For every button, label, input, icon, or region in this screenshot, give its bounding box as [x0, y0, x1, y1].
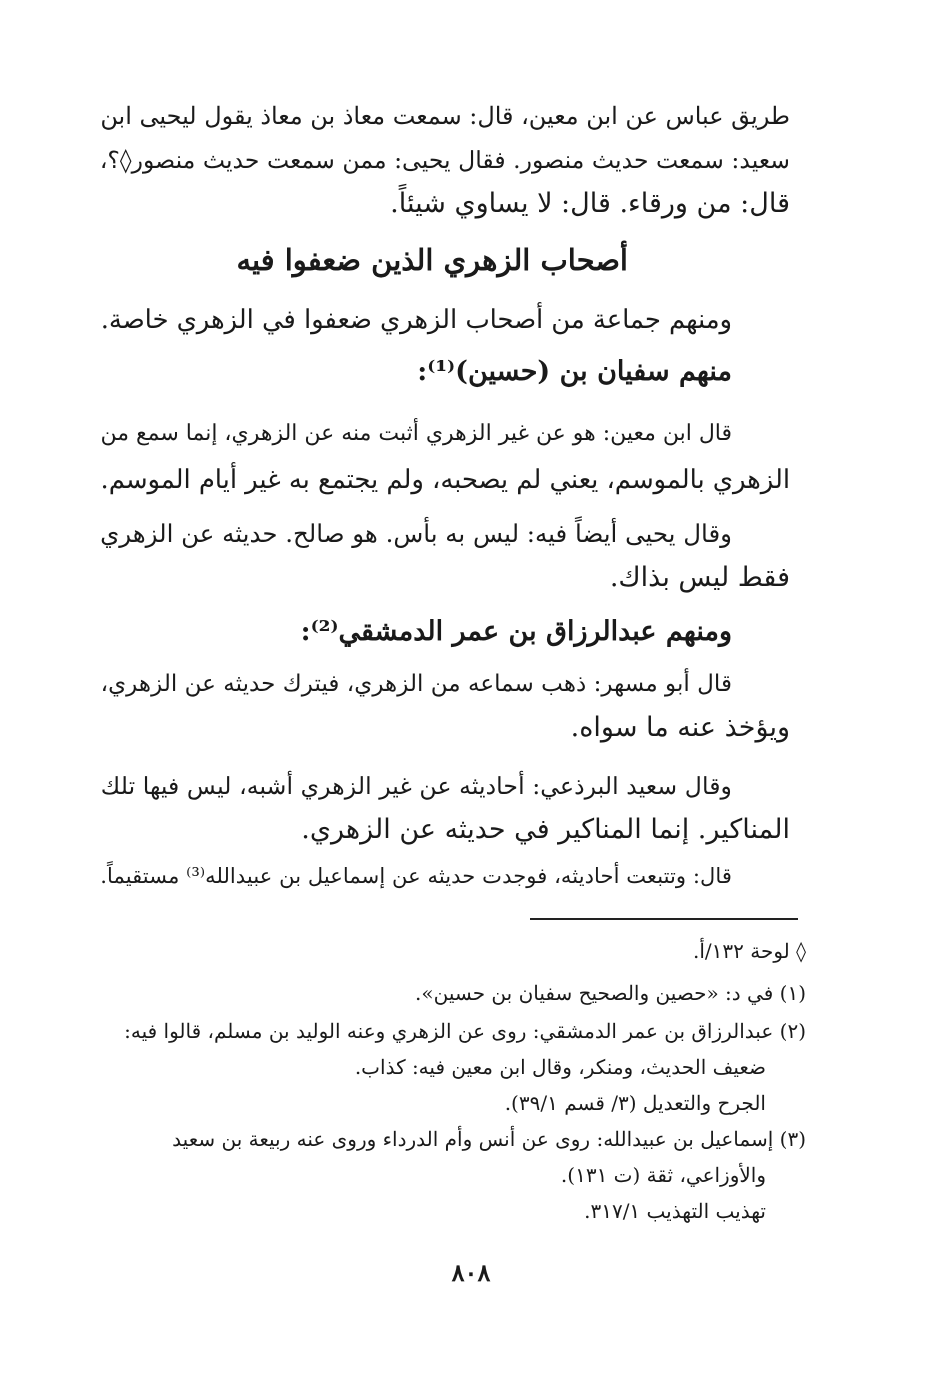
- footnote-3-line-1: (٣) إسماعيل بن عبيدالله: روى عن أنس وأم الدرداء وروى عنه ربيعة بن سعيد: [172, 1127, 806, 1151]
- footnote-3-line-2: والأوزاعي، ثقة (ت ١٣١).: [560, 1163, 766, 1187]
- paragraph-1: ومنهم جماعة من أصحاب الزهري ضعفوا في الزهري خاصة.: [100, 305, 732, 335]
- paragraph-5-line-2: المناكير. إنما المناكير في حديثه عن الزهري.: [301, 814, 790, 845]
- subheading-abdulrazzaq: ومنهم عبدالرزاق بن عمر الدمشقي⁽²⁾:: [300, 616, 732, 647]
- paragraph-6: قال: وتتبعت أحاديثه، فوجدت حديثه عن إسماعيل بن عبيدالله⁽³⁾ مستقيماً.: [100, 863, 732, 888]
- paragraph-2-line-1: قال ابن معين: هو عن غير الزهري أثبت منه عن الزهري، إنما سمع من: [100, 421, 732, 446]
- footnote-1: (١) في د: «حصين والصحيح سفيان بن حسين».: [415, 981, 806, 1005]
- intro-line-1: طريق عباس عن ابن معين، قال: سمعت معاذ بن معاذ يقول ليحيى ابن: [100, 102, 790, 130]
- footnote-2-line-3: الجرح والتعديل (٣/ قسم ٣٩/١).: [504, 1091, 766, 1115]
- paragraph-3-line-2: فقط ليس بذاك.: [609, 562, 790, 593]
- footnote-separator: [530, 918, 798, 920]
- paragraph-3-line-1: وقال يحيى أيضاً فيه: ليس به بأس. هو صالح. حديثه عن الزهري: [100, 519, 732, 548]
- paragraph-4-line-2: ويؤخذ عنه ما سواه.: [570, 712, 790, 743]
- subheading-sufyan: منهم سفيان بن (حسين)⁽¹⁾:: [417, 356, 732, 387]
- intro-line-3: قال: من ورقاء. قال: لا يساوي شيئاً.: [390, 188, 790, 219]
- page-number: ٨٠٨: [451, 1258, 491, 1287]
- footnote-2-line-2: ضعيف الحديث، ومنكر، وقال ابن معين فيه: كذاب.: [354, 1055, 766, 1079]
- paragraph-4-line-1: قال أبو مسهر: ذهب سماعه من الزهري، فيترك حديثه عن الزهري،: [100, 671, 732, 697]
- footnote-3-line-3: تهذيب التهذيب ٣١٧/١.: [584, 1199, 766, 1223]
- paragraph-2-line-2: الزهري بالموسم، يعني لم يصحبه، ولم يجتمع به غير أيام الموسم.: [100, 465, 790, 495]
- intro-line-2: سعيد: سمعت حديث منصور. فقال يحيى: ممن سمعت حديث منصور◊؟،: [99, 146, 790, 174]
- footnote-folio: ◊ لوحة ١٣٢/أ.: [693, 939, 806, 963]
- footnote-2-line-1: (٢) عبدالرزاق بن عمر الدمشقي: روى عن الزهري وعنه الوليد بن مسلم، قالوا فيه:: [124, 1019, 806, 1043]
- paragraph-5-line-1: وقال سعيد البرذعي: أحاديثه عن غير الزهري أشبه، ليس فيها تلك: [100, 772, 732, 800]
- section-heading: أصحاب الزهري الذين ضعفوا فيه: [236, 243, 628, 277]
